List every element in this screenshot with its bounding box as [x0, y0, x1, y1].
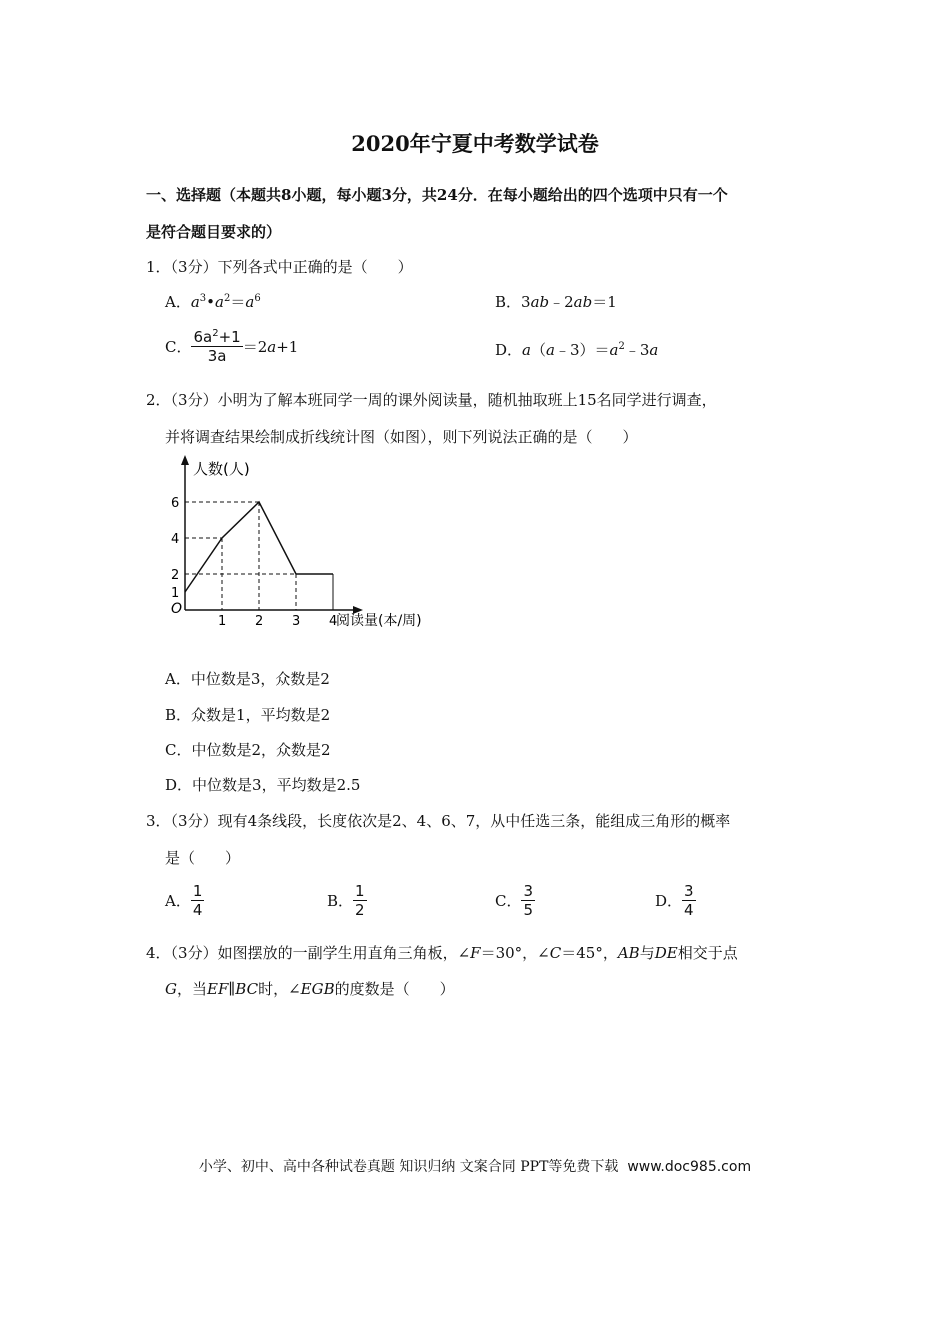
chart-ticks: [171, 496, 337, 629]
page-title: 2020年宁夏中考数学试卷: [351, 131, 599, 156]
x-tick-2: 2: [255, 614, 264, 629]
question-3-option-c: [495, 882, 535, 919]
option-a-label: A．: [165, 892, 191, 910]
question-3-option-b: [327, 882, 367, 919]
y-axis-arrow-icon: [181, 455, 189, 465]
section-heading-line1: 一、选择题（本题共8小题，每小题3分，共24分．在每小题给出的四个选项中只有一个: [146, 186, 728, 204]
question-3-option-a: [165, 882, 204, 919]
y-tick-6: 6: [171, 496, 180, 511]
x-tick-4: 4: [329, 614, 338, 629]
option-b-denominator: 2: [355, 901, 365, 919]
option-b-numerator: 1: [355, 882, 365, 900]
question-4-stem-line2: G，当EF∥BC时，∠EGB的度数是（ ）: [165, 980, 455, 998]
y-tick-1: 1: [171, 586, 180, 601]
option-c-fraction: $\frac{6a^2+1}{3a}$: [193, 328, 241, 365]
question-1-option-b: B．3ab﹣2ab＝1: [495, 293, 617, 311]
question-3-stem-line2: 是（ ）: [165, 849, 241, 867]
question-2-stem-line1: 2．（3分）小明为了解本班同学一周的课外阅读量，随机抽取班上15名同学进行调查，: [146, 391, 717, 409]
question-2-option-d: D．中位数是3，平均数是2.5: [165, 776, 361, 794]
option-c-numerator: 3: [523, 882, 534, 900]
option-c-denominator: 5: [523, 901, 534, 919]
footer-link[interactable]: www.doc985.com: [627, 1159, 752, 1175]
option-c-label: C．: [165, 338, 192, 356]
question-1-stem: 1．（3分）下列各式中正确的是（ ）: [146, 258, 413, 276]
question-2-stem-line2: 并将调查结果绘制成折线统计图（如图），则下列说法正确的是（ ）: [165, 428, 638, 446]
x-tick-3: 3: [292, 614, 301, 629]
y-axis-label: 人数(人): [193, 460, 250, 478]
chart-guides: [185, 502, 333, 610]
question-1-option-c: C． $\frac{6a^2+1}{3a}$ ＝2a+1: [165, 328, 299, 365]
y-tick-2: 2: [171, 568, 180, 583]
question-4-stem-line1: 4．（3分）如图摆放的一副学生用直角三角板，∠F＝30°，∠C＝45°，AB与DE相交于点: [146, 944, 738, 962]
question-3-option-d: [655, 882, 696, 919]
section-heading-line2: 是符合题目要求的）: [146, 223, 282, 241]
option-d-denominator: 4: [684, 901, 694, 919]
option-a-label: A．: [165, 293, 191, 311]
question-1-option-a: A．$a^3•a^2=a^6$: [165, 293, 261, 311]
option-c-label: C．: [495, 892, 522, 910]
option-a-denominator: 4: [192, 901, 203, 919]
option-a-numerator: 1: [192, 882, 203, 900]
question-2-option-c: C．中位数是2，众数是2: [165, 741, 331, 759]
x-axis-label: 阅读量(本/周): [336, 613, 422, 629]
question-2-option-a: A．中位数是3，众数是2: [165, 670, 330, 688]
footer: [0, 1156, 950, 1176]
question-2-option-b: B．众数是1，平均数是2: [165, 706, 331, 724]
option-d-numerator: 3: [684, 882, 694, 900]
reading-line-chart: [160, 450, 460, 640]
footer-text: 小学、初中、高中各种试卷真题 知识归纳 文案合同 PPT等免费下载: [198, 1159, 619, 1175]
option-d-label: D．: [655, 892, 683, 910]
question-1-option-d: D．$a(a﹣3)=a^2﹣3a$: [495, 341, 659, 359]
option-b-label: B．: [327, 892, 354, 910]
origin-label: O: [171, 601, 183, 617]
x-tick-1: 1: [218, 614, 227, 629]
y-tick-4: 4: [171, 532, 180, 547]
question-3-stem-line1: 3．（3分）现有4条线段，长度依次是2、4、6、7，从中任选三条，能组成三角形的概率: [146, 812, 731, 830]
